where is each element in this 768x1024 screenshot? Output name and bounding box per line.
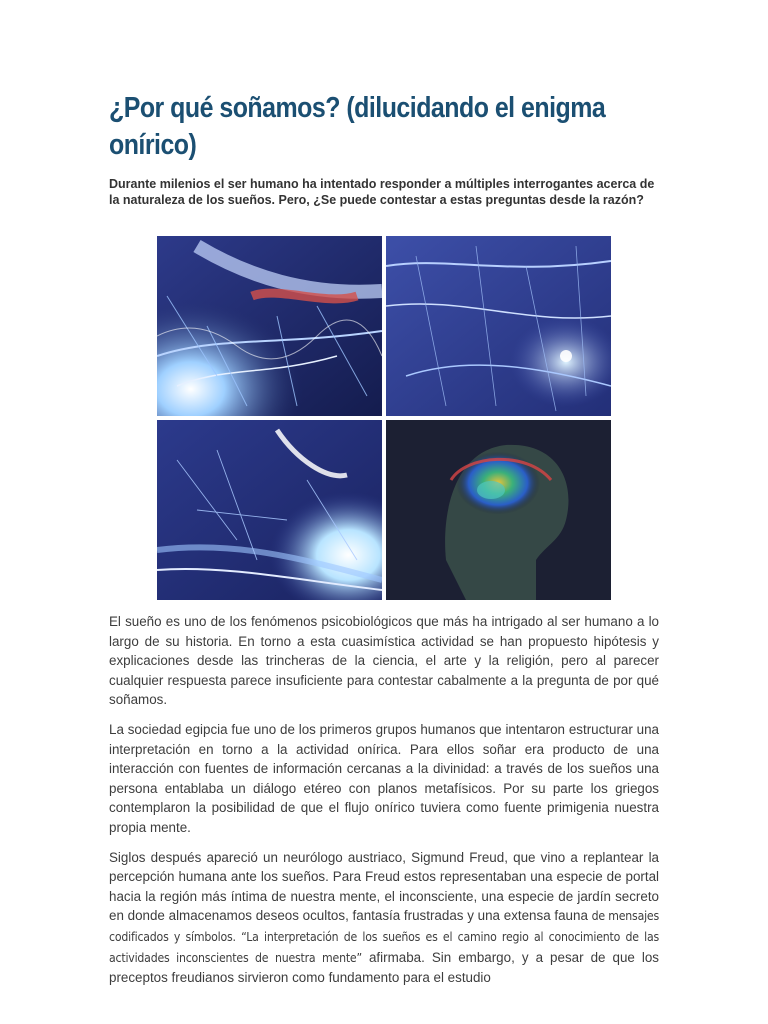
neuron-network-image-2 [386,236,611,416]
paragraph: El sueño es uno de los fenómenos psicobiológicos que más ha intrigado al ser humano a lo largo de su historia. En torno a esta cuasimística actividad se han propuesto hipótesis y explicaciones desde las trincheras de la ciencia, el arte y la religión, pero al parecer cualquier respuesta parece insuficiente para contestar cabalmente a la pregunta de por qué soñamos. [109,614,659,708]
brain-scan-head-image [386,420,611,600]
article-header [109,90,660,208]
paragraph [109,848,659,988]
paragraph: La sociedad egipcia fue uno de los primeros grupos humanos que intentaron estructurar una interpretación en torno a la actividad onírica. Para ellos soñar era producto de una interacción con fuentes de información cercanas a la divinidad: a través de los sueños una persona entablaba un diálogo etéreo con planos metafísicos. Por su parte los griegos contemplaron la posibilidad de que el flujo onírico tuviera como fuente primigenia nuestra propia mente. [109,721,659,835]
neuron-network-image-3 [157,420,382,600]
freud-quote: de mensajes codificados y símbolos. “La interpretación de los sueños es el camino regio al conocimiento de las actividades inconscientes de nuestra mente” [109,909,659,965]
neuron-network-image-1 [157,236,382,416]
article-title: ¿Por qué soñamos? (dilucidando el enigma onírico) [109,92,606,161]
article-body [109,612,659,998]
paragraph-part: Siglos después apareció un neurólogo austriaco, Sigmund Freud, que vino a replantear la percepción humana ante los sueños. Para Freud estos representaban una especie de portal hacia la región más íntima de nuestra mente, el inconsciente, una especie de jardín secreto en donde almacenamos deseos ocultos, fantasía frustradas y una extensa fauna [109,849,659,924]
article-subtitle: Durante milenios el ser humano ha intentado responder a múltiples interrogantes acerca de la naturaleza de los sueños. Pero, ¿Se puede contestar a estas preguntas desde la razón? [109,177,655,207]
paragraph-part: afirmaba. Sin embargo, y a pesar de que los preceptos freudianos sirvieron como fundamento para el estudio [109,949,660,986]
image-grid [157,236,611,600]
